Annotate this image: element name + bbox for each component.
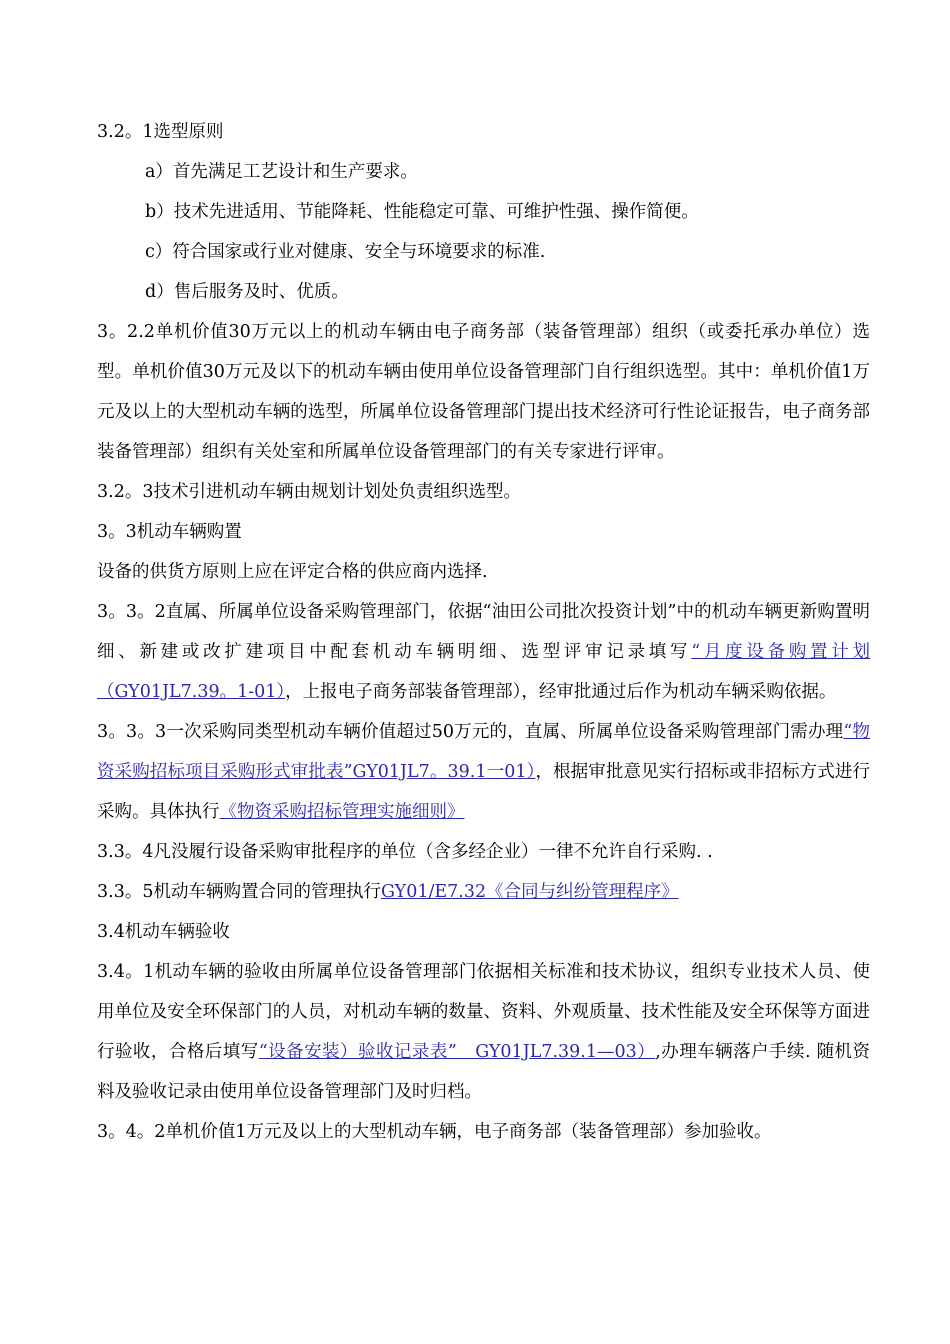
paragraph-supplier: 设备的供货方原则上应在评定合格的供应商内选择. <box>97 562 488 582</box>
list-item-a: a）首先满足工艺设计和生产要求。 <box>145 162 418 182</box>
paragraph-text: ，根据审批意见实行招标或非招标方式进行采购。具体执行 <box>97 762 870 822</box>
approval-form-link[interactable]: “物资采购招标项目采购形式审批表”GY01JL7。39.1一01） <box>97 722 870 782</box>
paragraph-3-3-3 <box>97 712 870 832</box>
paragraph-3-2-2: 3。2.2单机价值30万元以上的机动车辆由电子商务部（装备管理部）组织（或委托承办单位）选型。单机价值30万元及以下的机动车辆由使用单位设备管理部门自行组织选型。其中：单机价值1万元及以上的大型机动车辆的选型，所属单位设备管理部门提出技术经济可行性论证报告，电子商务部装备管理部）组织有关处室和所属单位设备管理部门的有关专家进行评审。 <box>97 322 870 462</box>
paragraph-text: 3。3。2直属、所属单位设备采购管理部门，依据“油田公司批次投资计划”中的机动车辆更新购置明细、新建或改扩建项目中配套机动车辆明细、选型评审记录填写 <box>97 602 870 662</box>
paragraph-text: ，上报电子商务部装备管理部），经审批通过后作为机动车辆采购依据。 <box>285 682 837 702</box>
paragraph-text: 3。3。3一次采购同类型机动车辆价值超过50万元的，直属、所属单位设备采购管理部门需办理 <box>97 722 844 742</box>
list-item-c: c）符合国家或行业对健康、安全与环境要求的标准. <box>145 242 546 262</box>
paragraph-3-3-4: 3.3。4凡没履行设备采购审批程序的单位（含多经企业）一律不允许自行采购. . <box>97 842 713 862</box>
bidding-rules-link[interactable]: 《物资采购招标管理实施细则》 <box>219 802 465 822</box>
contract-procedure-link[interactable]: GY01/E7.32《合同与纠纷管理程序》 <box>380 882 679 902</box>
heading-3-3: 3。3机动车辆购置 <box>97 522 242 542</box>
acceptance-record-link[interactable]: “设备安装）验收记录表” GY01JL7.39.1—03） <box>258 1042 656 1062</box>
paragraph-3-4-2: 3。4。2单机价值1万元及以上的大型机动车辆，电子商务部（装备管理部）参加验收。 <box>97 1122 772 1142</box>
heading-3-2-1: 3.2。1选型原则 <box>97 122 224 142</box>
paragraph-text: 3.3。5机动车辆购置合同的管理执行 <box>97 882 381 902</box>
list-item-d: d）售后服务及时、优质。 <box>145 282 349 302</box>
document-body <box>97 112 870 1152</box>
list-item-b: b）技术先进适用、节能降耗、性能稳定可靠、可维护性强、操作简便。 <box>145 202 699 222</box>
paragraph-text: 3.4。1机动车辆的验收由所属单位设备管理部门依据相关标准和技术协议，组织专业技术人员、使用单位及安全环保部门的人员，对机动车辆的数量、资料、外观质量、技术性能及安全环保等方面进行验收，合格后填写 <box>97 962 870 1062</box>
paragraph-3-3-2 <box>97 592 870 712</box>
paragraph-text: ,办理车辆落户手续. 随机资料及验收记录由使用单位设备管理部门及时归档。 <box>97 1042 871 1102</box>
heading-3-4: 3.4机动车辆验收 <box>97 922 230 942</box>
paragraph-3-4-1 <box>97 952 870 1112</box>
paragraph-3-2-3: 3.2。3技术引进机动车辆由规划计划处负责组织选型。 <box>97 482 521 502</box>
paragraph-3-3-5 <box>97 872 870 912</box>
monthly-plan-link[interactable]: “月度设备购置计划（GY01JL7.39。1-01） <box>97 642 871 702</box>
